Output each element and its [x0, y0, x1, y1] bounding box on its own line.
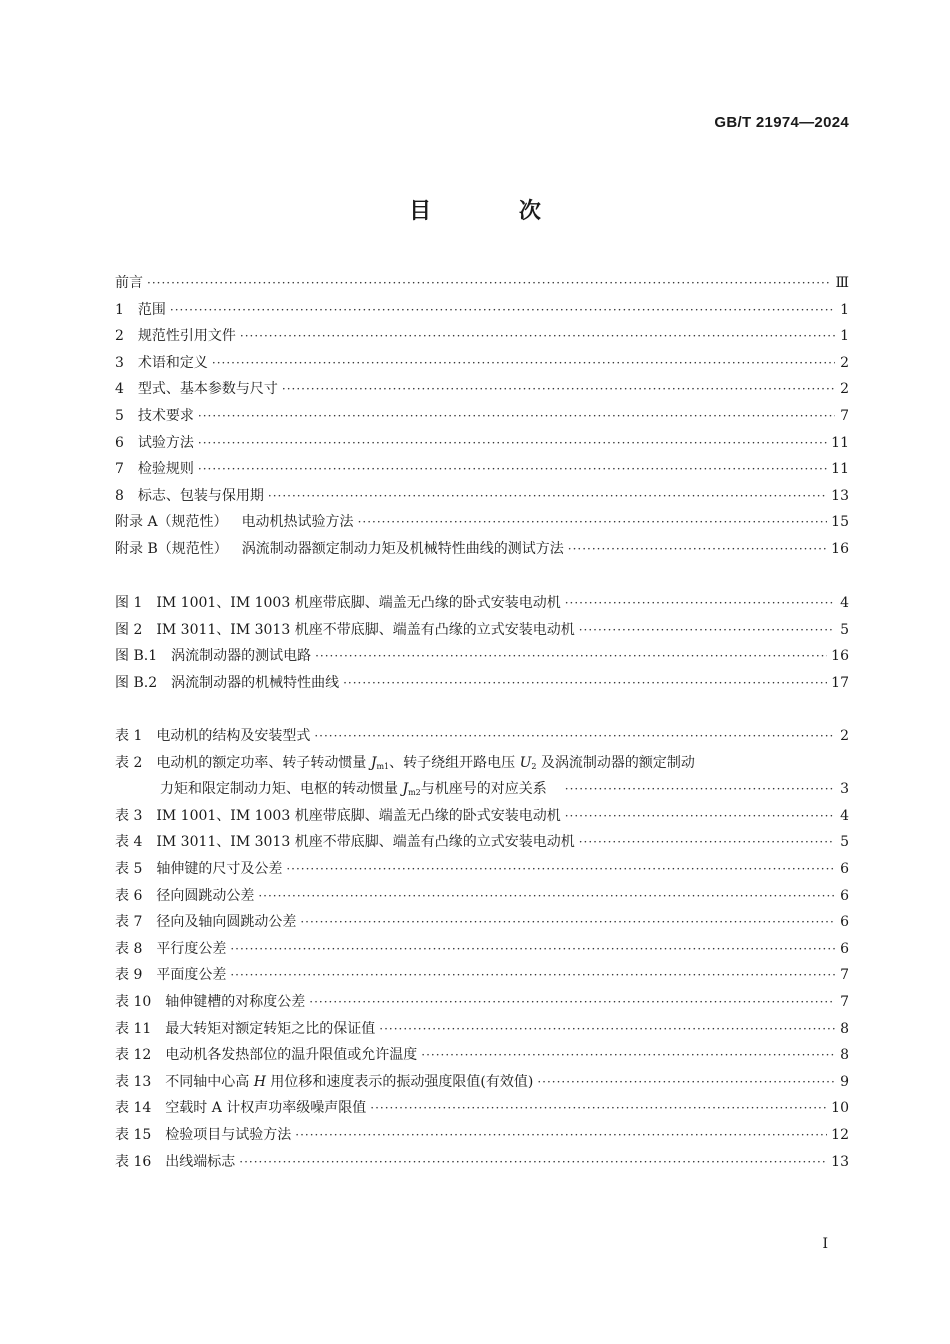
- toc-entry-label: IM 3011、IM 3013 机座不带底脚、端盖有凸缘的立式安装电动机: [156, 621, 575, 638]
- leader-dots: [170, 297, 835, 324]
- toc-entry-number: 图 B.2: [115, 674, 158, 691]
- toc-entry-table-16[interactable]: [115, 1149, 849, 1176]
- leader-dots: [565, 590, 835, 617]
- toc-entry-label: IM 1001、IM 1003 机座带底脚、端盖无凸缘的卧式安装电动机: [156, 595, 561, 611]
- toc-entry-page: 6: [840, 860, 849, 877]
- toc-entry-figure-2[interactable]: [115, 617, 849, 644]
- toc-entry-label: 轴伸键的尺寸及公差: [156, 860, 283, 877]
- leader-dots: [198, 430, 827, 457]
- toc-entry-number: 表 4: [115, 834, 143, 851]
- toc-entry-number: 表 12: [115, 1047, 152, 1064]
- toc-entry-number: 表 10: [115, 993, 152, 1010]
- toc-entry-chapter-5[interactable]: [115, 403, 849, 430]
- leader-dots: [239, 1149, 827, 1176]
- toc-entry-number: 表 1: [115, 728, 143, 744]
- subscript: m1: [376, 761, 390, 771]
- page-number: I: [822, 1236, 828, 1252]
- toc-entry-label: 范围: [137, 301, 166, 318]
- label-text: 不同轴中心高: [165, 1073, 254, 1090]
- label-text: 、转子绕组开路电压: [389, 754, 520, 771]
- toc-entry-page: 5: [840, 621, 849, 638]
- toc-entry-number: 表 5: [115, 860, 143, 877]
- toc-entry-chapter-3[interactable]: [115, 350, 849, 377]
- toc-entry-page: 7: [840, 993, 849, 1010]
- toc-entry-table-12[interactable]: [115, 1042, 849, 1069]
- leader-dots: [198, 456, 827, 483]
- toc-entry-chapter-1[interactable]: [115, 297, 849, 324]
- toc-entry-number: 表 6: [115, 887, 143, 904]
- leader-dots: [309, 989, 835, 1016]
- toc-entry-page: 8: [840, 1047, 849, 1064]
- toc-entry-number: 表 9: [115, 967, 143, 984]
- toc-entry-number: 表 15: [115, 1126, 152, 1143]
- toc-entry-number: 8: [115, 487, 124, 504]
- toc-entry-annex-b[interactable]: [115, 536, 849, 563]
- toc-entry-number: 前言: [115, 275, 143, 291]
- toc-entry-label: [165, 1069, 533, 1096]
- leader-dots: [370, 1095, 827, 1122]
- toc-entry-table-1[interactable]: [115, 723, 849, 750]
- leader-dots: [314, 723, 835, 750]
- toc-entry-table-3[interactable]: [115, 803, 849, 830]
- toc-entry-label: 检验项目与试验方法: [165, 1126, 292, 1143]
- toc-entry-number: 表 7: [115, 914, 143, 931]
- leader-dots: [212, 350, 835, 377]
- toc-entry-table-2-continued[interactable]: [115, 776, 849, 803]
- toc-entry-page: 17: [831, 674, 849, 691]
- leader-dots: [579, 829, 835, 856]
- toc-entry-table-7[interactable]: [115, 909, 849, 936]
- toc-entry-chapter-6[interactable]: [115, 430, 849, 457]
- toc-entry-label: 电动机各发热部位的温升限值或允许温度: [165, 1047, 418, 1064]
- leader-dots: [240, 323, 835, 350]
- toc-entry-page: 13: [831, 487, 849, 504]
- toc-entry-number: 5: [115, 407, 124, 424]
- leader-dots: [230, 962, 835, 989]
- toc-entry-page: 4: [840, 595, 849, 611]
- toc-entry-number: 表 16: [115, 1153, 152, 1170]
- toc-figures: [115, 590, 849, 696]
- page-title: 目 次: [409, 199, 581, 224]
- toc-entry-chapter-8[interactable]: [115, 483, 849, 510]
- standard-code: GB/T 21974—2024: [714, 114, 849, 131]
- toc-entry-page: 12: [831, 1126, 849, 1143]
- toc-entry-label: 最大转矩对额定转矩之比的保证值: [165, 1020, 376, 1037]
- toc-entry-label: 标志、包装与保用期: [137, 487, 264, 504]
- leader-dots: [286, 856, 835, 883]
- toc-entry-page: Ⅲ: [835, 275, 849, 291]
- toc-entry-label: 电动机的结构及安装型式: [156, 728, 311, 744]
- leader-dots: [421, 1042, 835, 1069]
- toc-entry-chapter-7[interactable]: [115, 456, 849, 483]
- leader-dots: [282, 376, 835, 403]
- toc-entry-number: 表 2: [115, 754, 143, 771]
- symbol-j: J: [402, 781, 409, 798]
- toc-entry-table-9[interactable]: [115, 962, 849, 989]
- toc-entry-page: 7: [840, 407, 849, 424]
- toc-entry-page: 5: [840, 834, 849, 851]
- toc-entry-number: 附录 B（规范性）: [115, 540, 228, 557]
- symbol-h: H: [253, 1073, 266, 1090]
- toc-entry-page: 6: [840, 887, 849, 904]
- toc-entry-number: 表 13: [115, 1073, 152, 1090]
- toc-entry-page: 11: [831, 434, 849, 451]
- toc-entry-label: 平行度公差: [156, 940, 227, 957]
- leader-dots: [565, 776, 835, 803]
- toc-entry-number: 4: [115, 381, 124, 398]
- toc-entry-page: 2: [840, 728, 849, 744]
- toc-entry-label: [156, 755, 695, 771]
- leader-dots: [568, 536, 827, 563]
- toc-entry-foreword[interactable]: [115, 270, 849, 297]
- toc-entry-page: 2: [840, 381, 849, 398]
- leader-dots: [379, 1016, 835, 1043]
- label-text: 与机座号的对应关系: [420, 781, 547, 798]
- leader-dots: [315, 643, 827, 670]
- toc-entry-chapter-4[interactable]: [115, 376, 849, 403]
- toc-entry-table-15[interactable]: [115, 1122, 849, 1149]
- subscript: m2: [408, 788, 421, 798]
- toc-entry-figure-b2[interactable]: [115, 670, 849, 697]
- toc-entry-page: 16: [831, 540, 849, 557]
- toc-entry-table-2[interactable]: [115, 750, 849, 777]
- toc-entry-table-11[interactable]: [115, 1016, 849, 1043]
- toc-entry-figure-b1[interactable]: [115, 643, 849, 670]
- toc-entry-table-8[interactable]: [115, 936, 849, 963]
- toc-entry-label: 电动机热试验方法: [241, 514, 354, 531]
- toc-entry-number: 图 2: [115, 621, 143, 638]
- toc-entry-number: 图 B.1: [115, 648, 158, 665]
- toc-entry-label: 空载时 A 计权声功率级噪声限值: [165, 1100, 367, 1117]
- leader-dots: [295, 1122, 827, 1149]
- toc-entry-number: 附录 A（规范性）: [115, 514, 228, 531]
- toc-entry-number: 3: [115, 354, 124, 371]
- toc-entry-table-4[interactable]: [115, 829, 849, 856]
- toc-entry-page: 1: [840, 301, 849, 318]
- label-text: 用位移和速度表示的振动强度限值(有效值): [265, 1073, 534, 1090]
- toc-entry-number: 表 8: [115, 940, 143, 957]
- toc-entry-page: 8: [840, 1020, 849, 1037]
- toc-entry-page: 3: [840, 781, 849, 798]
- toc-entry-page: 1: [840, 328, 849, 345]
- subscript: 2: [531, 761, 537, 771]
- symbol-j: J: [370, 754, 377, 771]
- leader-dots: [230, 936, 835, 963]
- toc-entry-number: 7: [115, 461, 124, 478]
- toc-entry-figure-1[interactable]: [115, 590, 849, 617]
- toc-entry-label: 检验规则: [137, 461, 194, 478]
- toc-entry-page: 6: [840, 940, 849, 957]
- toc-entry-number: 表 3: [115, 807, 143, 824]
- toc-entry-label: IM 1001、IM 1003 机座带底脚、端盖无凸缘的卧式安装电动机: [156, 807, 561, 824]
- toc-entry-table-10[interactable]: [115, 989, 849, 1016]
- toc-entry-table-6[interactable]: [115, 883, 849, 910]
- toc-entry-page: 13: [831, 1153, 849, 1170]
- toc-entry-table-13[interactable]: [115, 1069, 849, 1096]
- toc-entry-label: 试验方法: [137, 434, 194, 451]
- toc-entry-page: 7: [840, 967, 849, 984]
- toc-chapters: [115, 270, 849, 563]
- label-text: 电动机的额定功率、转子转动惯量: [156, 754, 371, 771]
- leader-dots: [147, 270, 831, 297]
- toc-entry-label: IM 3011、IM 3013 机座不带底脚、端盖有凸缘的立式安装电动机: [156, 834, 575, 851]
- toc-entry-page: 16: [831, 648, 849, 665]
- toc-entry-number: 2: [115, 328, 124, 345]
- toc-entry-label: 涡流制动器额定制动力矩及机械特性曲线的测试方法: [241, 540, 564, 557]
- toc-entry-number: 图 1: [115, 595, 143, 611]
- toc-entry-page: 9: [840, 1073, 849, 1090]
- symbol-u: U: [519, 754, 532, 771]
- toc-entry-label: 规范性引用文件: [137, 328, 236, 345]
- toc-entry-label: 平面度公差: [156, 967, 227, 984]
- toc-entry-annex-a[interactable]: [115, 509, 849, 536]
- toc-entry-page: 4: [840, 807, 849, 824]
- toc-entry-table-14[interactable]: [115, 1095, 849, 1122]
- leader-dots: [537, 1069, 835, 1096]
- toc-entry-label: 径向圆跳动公差: [156, 887, 255, 904]
- toc-entry-page: 11: [831, 461, 849, 478]
- toc-entry-label: 涡流制动器的机械特性曲线: [171, 674, 340, 691]
- leader-dots: [579, 617, 835, 644]
- toc-entry-chapter-2[interactable]: [115, 323, 849, 350]
- leader-dots: [198, 403, 835, 430]
- leader-dots: [300, 909, 835, 936]
- toc-entry-number: 表 14: [115, 1100, 152, 1117]
- toc-entry-table-5[interactable]: [115, 856, 849, 883]
- toc-entry-label: 轴伸键槽的对称度公差: [165, 993, 306, 1010]
- toc-entry-page: 2: [840, 354, 849, 371]
- toc-entry-label: 出线端标志: [165, 1153, 236, 1170]
- toc-tables: [115, 723, 849, 1175]
- toc-entry-label: 技术要求: [137, 407, 194, 424]
- toc-entry-number: 1: [115, 301, 124, 318]
- toc-entry-label: 术语和定义: [137, 354, 208, 371]
- leader-dots: [258, 883, 835, 910]
- toc-entry-label: 径向及轴向圆跳动公差: [156, 914, 297, 931]
- toc-entry-number: 6: [115, 434, 124, 451]
- toc-entry-number: 表 11: [115, 1020, 152, 1037]
- toc-entry-page: 10: [831, 1100, 849, 1117]
- leader-dots: [358, 509, 828, 536]
- label-text: 力矩和限定制动力矩、电枢的转动惯量: [160, 781, 403, 798]
- leader-dots: [268, 483, 827, 510]
- leader-dots: [565, 803, 835, 830]
- toc-entry-page: 15: [831, 514, 849, 531]
- leader-dots: [343, 670, 827, 697]
- toc-entry-page: 6: [840, 914, 849, 931]
- toc-entry-label: 型式、基本参数与尺寸: [137, 381, 278, 398]
- label-text: 及涡流制动器的额定制动: [536, 754, 695, 771]
- toc-entry-label: 涡流制动器的测试电路: [171, 648, 312, 665]
